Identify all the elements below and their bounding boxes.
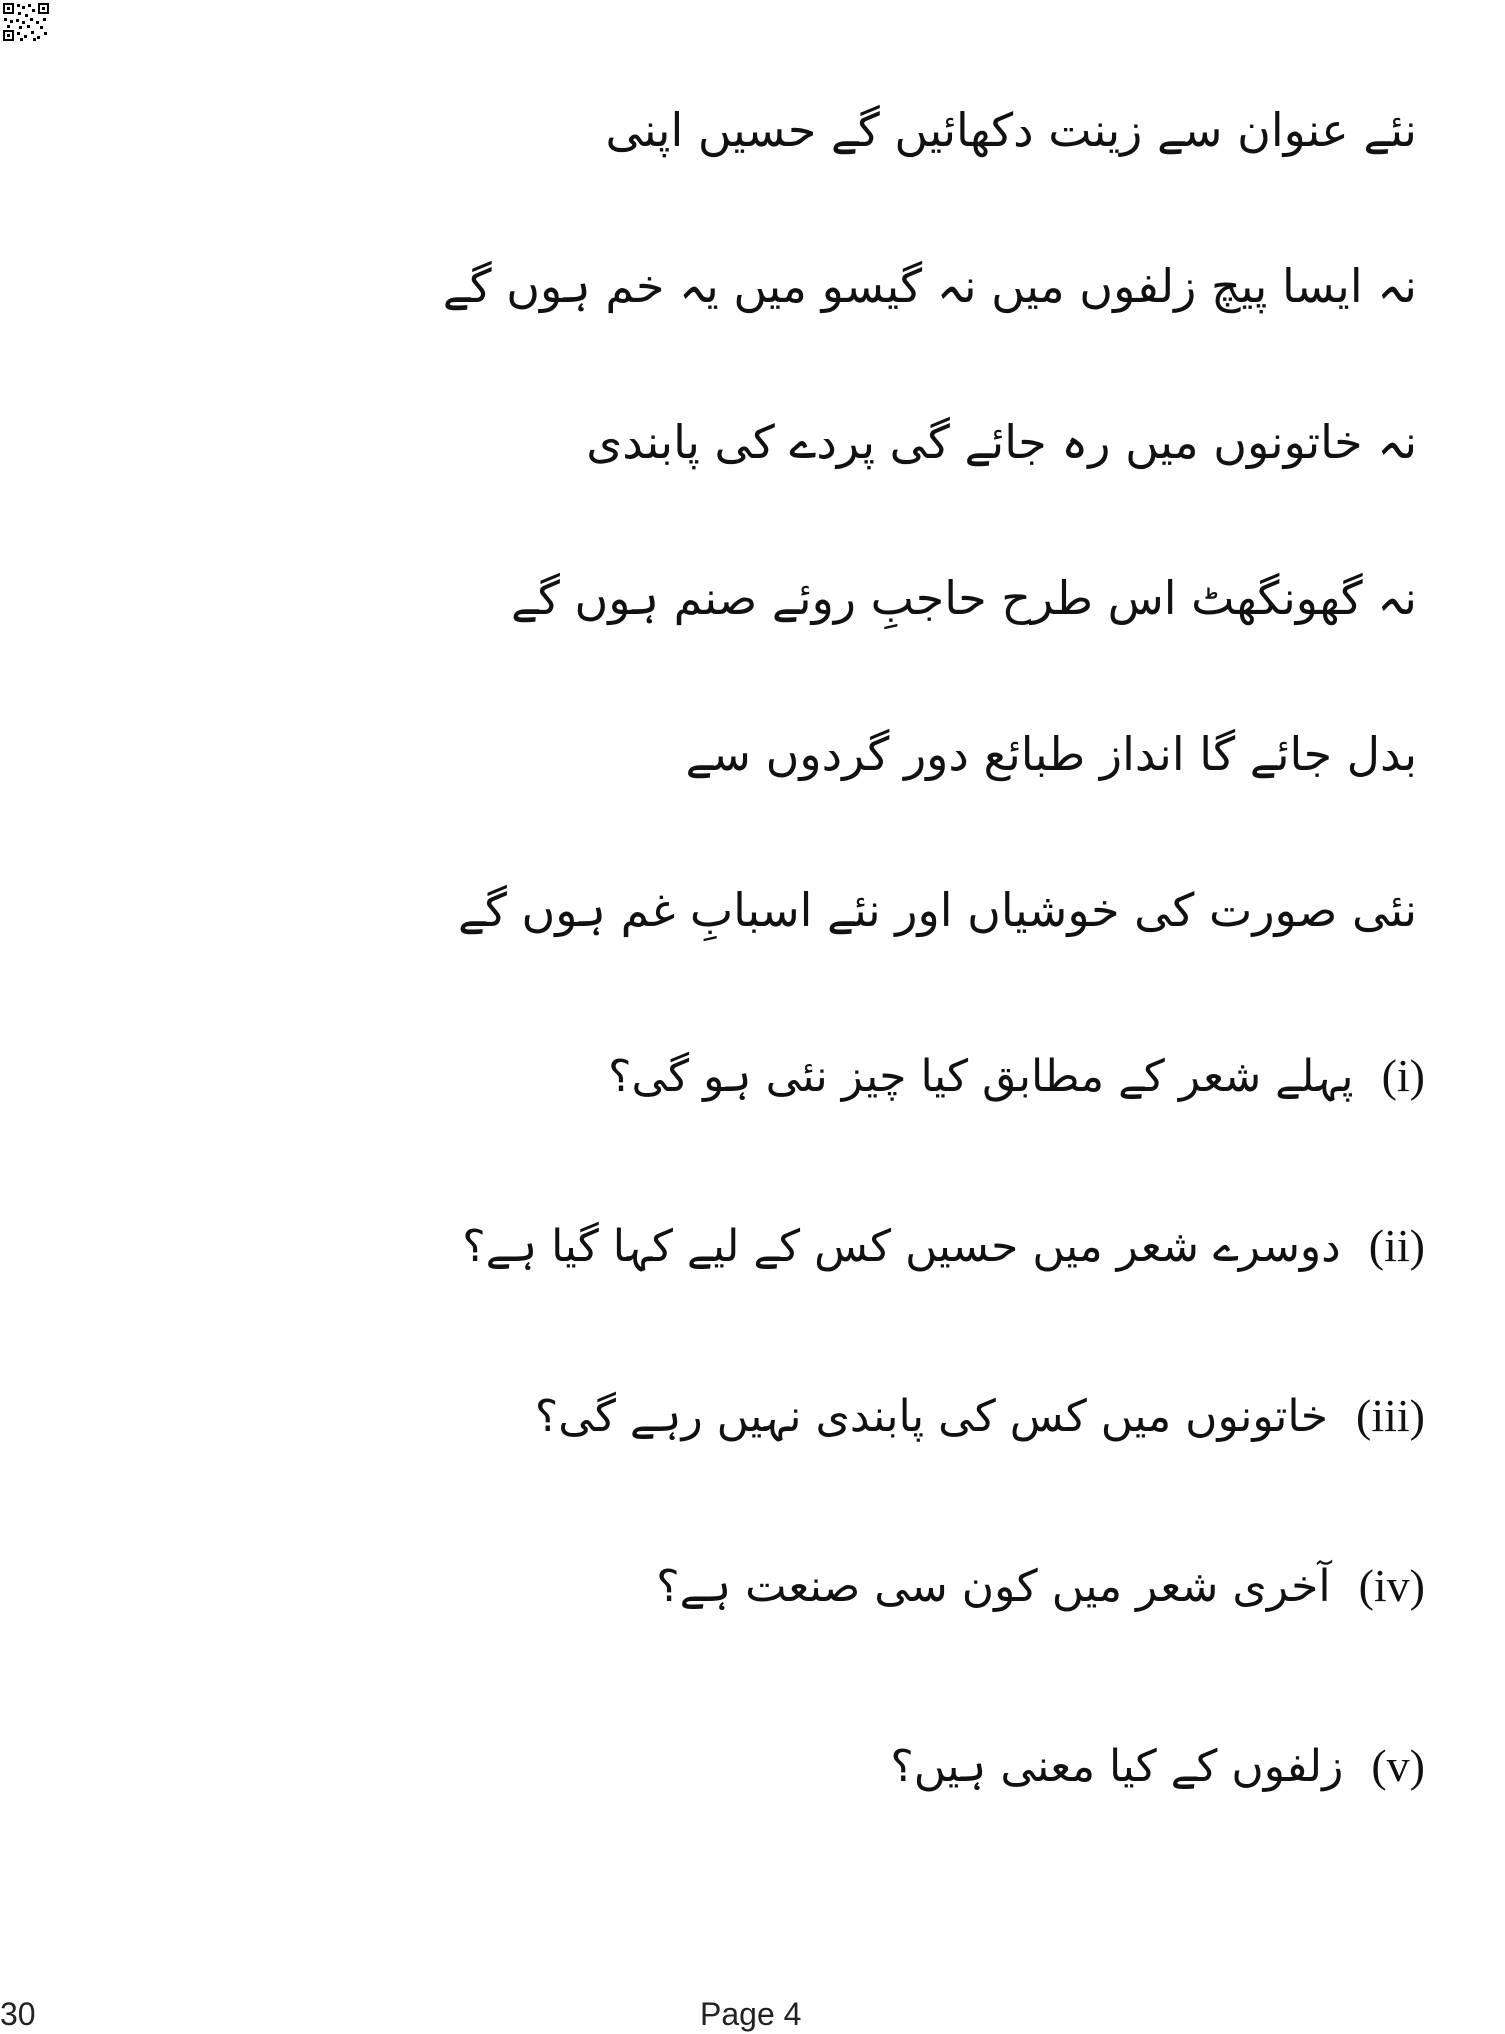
- qr-code-icon: [2, 2, 50, 42]
- paper-code: 30: [0, 1996, 36, 2032]
- question-item: [462, 1216, 1425, 1276]
- poem-line: نئی صورت کی خوشیاں اور نئے اسبابِ غم ہوں گے: [457, 883, 1417, 937]
- question-item: [535, 1386, 1425, 1446]
- poem-line: نہ خاتونوں میں رہ جائے گی پردے کی پابندی: [586, 415, 1417, 469]
- poem-line: نئے عنوان سے زینت دکھائیں گے حسیں اپنی: [605, 103, 1417, 157]
- question-text: دوسرے شعر میں حسیں کس کے لیے کہا گیا ہے؟: [462, 1221, 1341, 1272]
- question-item: [608, 1046, 1425, 1106]
- question-number: (ii): [1368, 1220, 1425, 1271]
- question-number: (iii): [1356, 1390, 1425, 1441]
- question-text: آخری شعر میں کون سی صنعت ہے؟: [656, 1561, 1331, 1612]
- question-item: [656, 1556, 1425, 1616]
- question-text: خاتونوں میں کس کی پابندی نہیں رہے گی؟: [534, 1391, 1328, 1442]
- poem-line: نہ ایسا پیچ زلفوں میں نہ گیسو میں یہ خم ہوں گے: [442, 259, 1417, 313]
- question-number: (v): [1371, 1740, 1425, 1791]
- question-text: پہلے شعر کے مطابق کیا چیز نئی ہو گی؟: [608, 1051, 1354, 1102]
- question-number: (i): [1381, 1050, 1425, 1101]
- poem-line: نہ گھونگھٹ اس طرح حاجبِ روئے صنم ہوں گے: [511, 571, 1417, 625]
- page-number: Page 4: [700, 1996, 802, 2032]
- question-text: زلفوں کے کیا معنی ہیں؟: [890, 1741, 1344, 1792]
- question-number: (iv): [1358, 1560, 1425, 1611]
- question-item: [890, 1736, 1425, 1796]
- poem-line: بدل جائے گا انداز طبائع دور گردوں سے: [685, 727, 1417, 781]
